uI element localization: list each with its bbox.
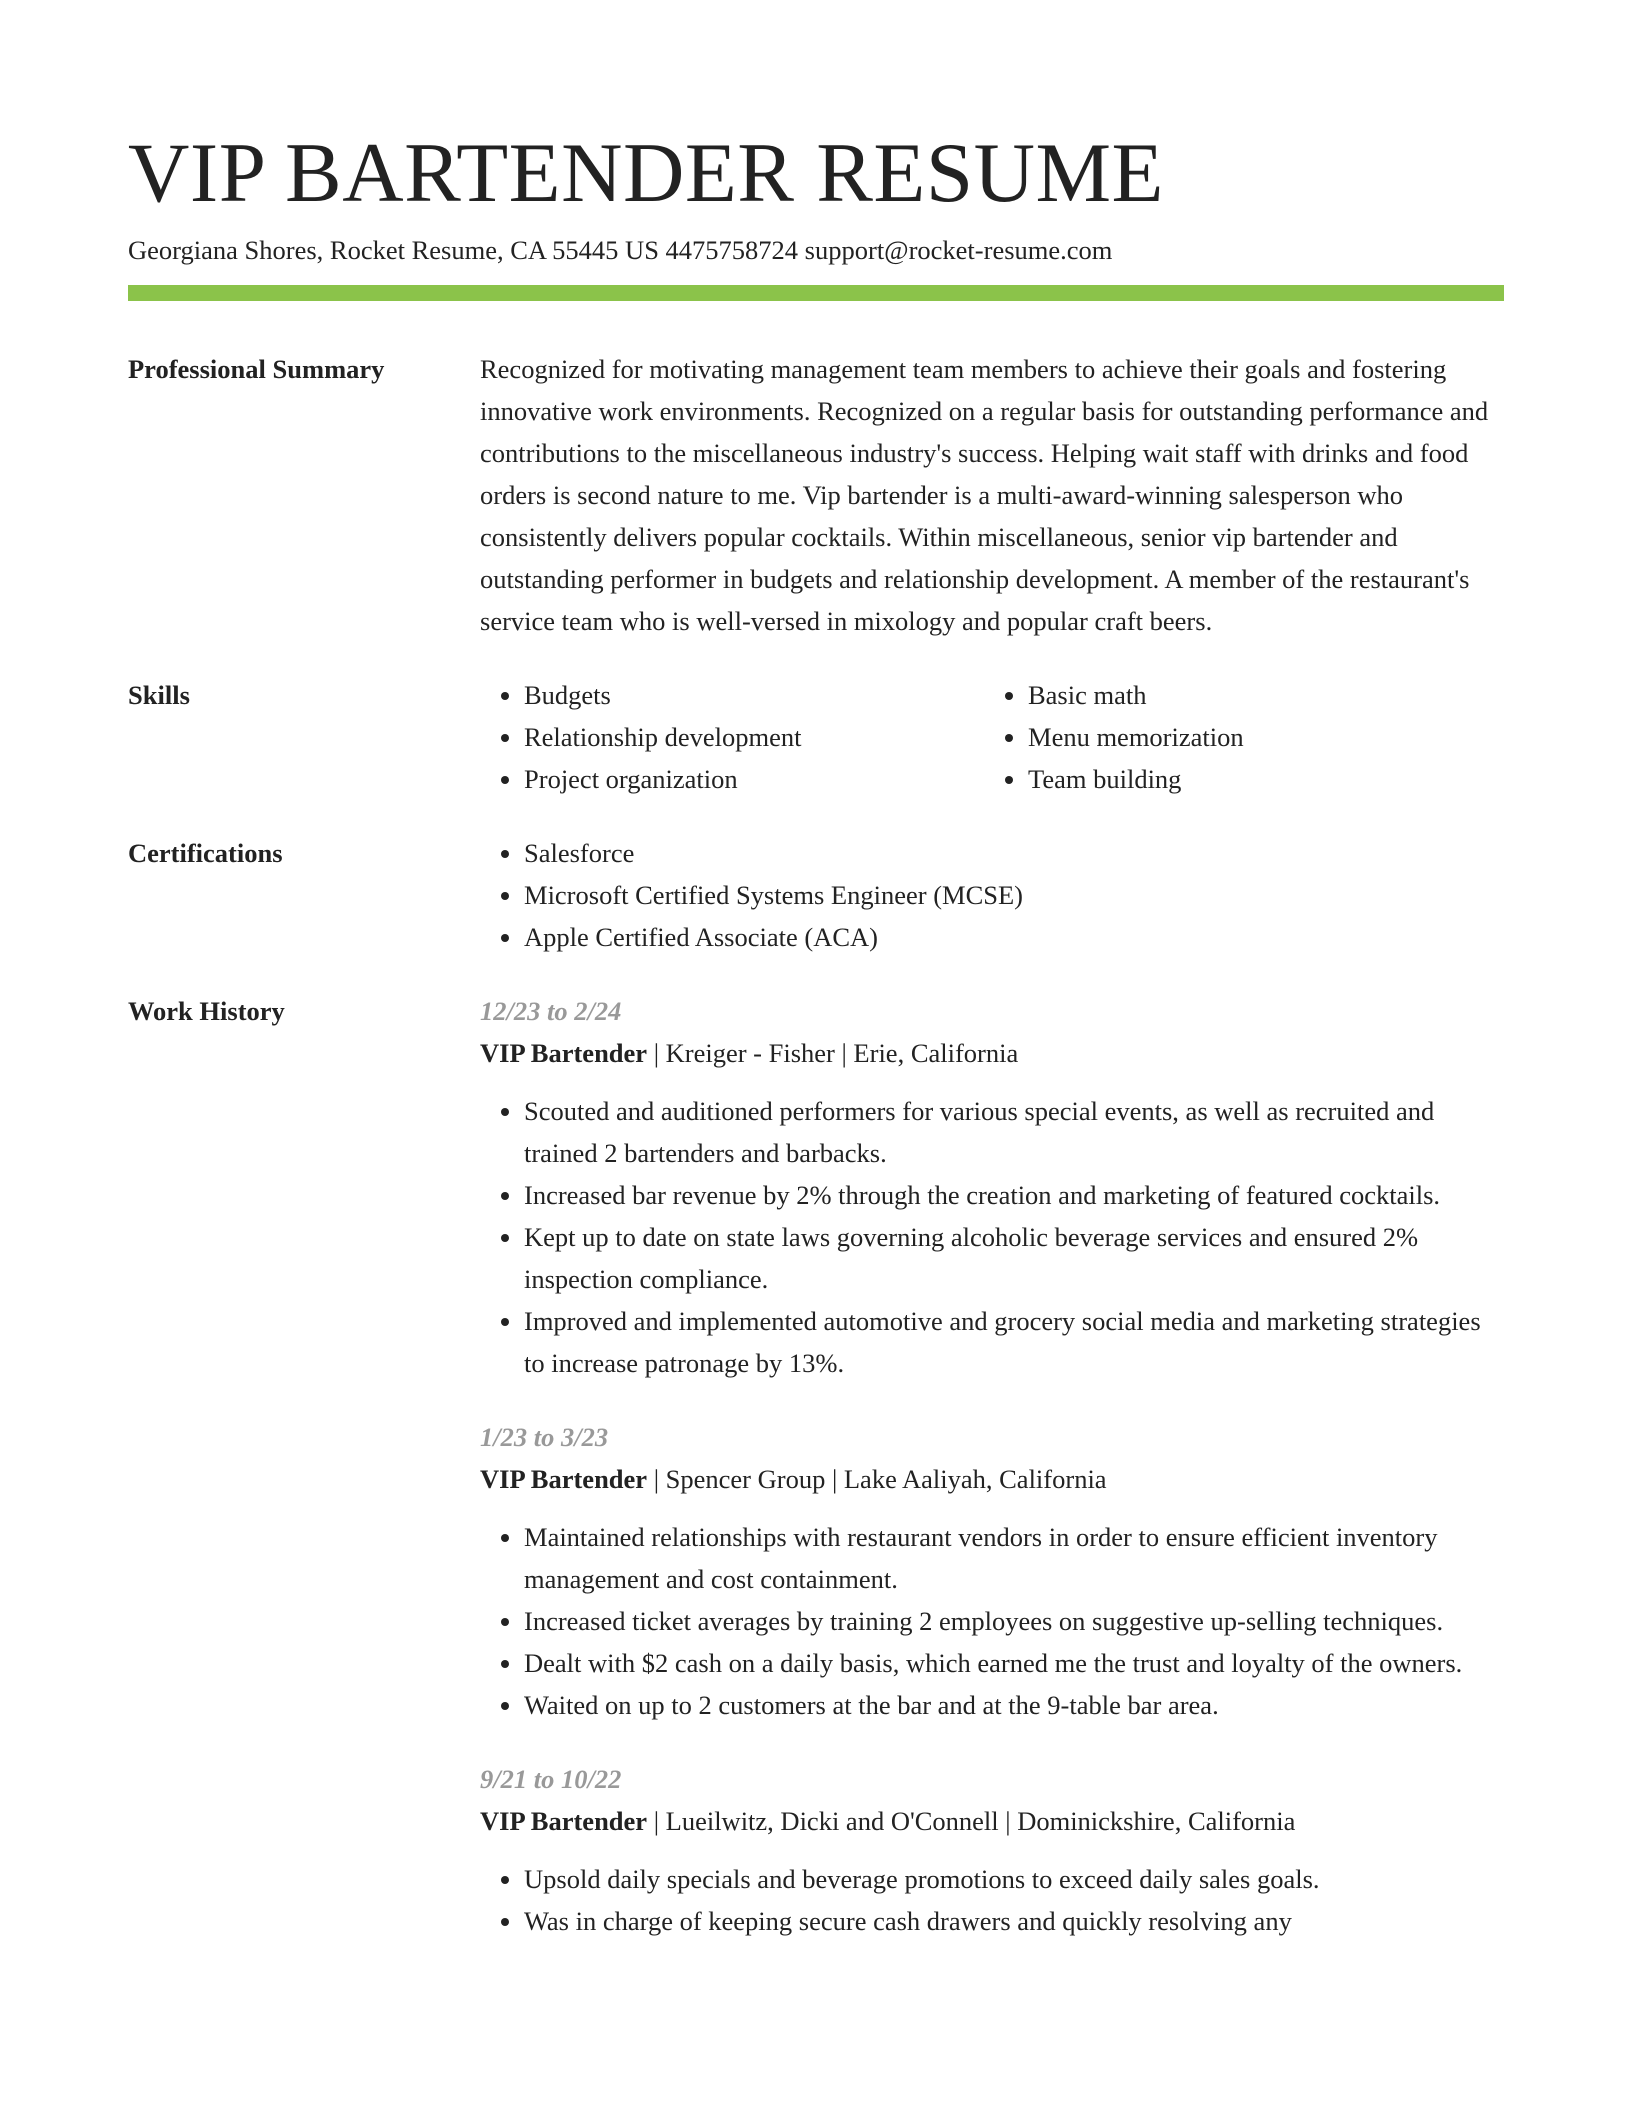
resume-content [128, 348, 1504, 1942]
certifications-section [128, 832, 1504, 958]
skill-item: • Basic math [1028, 674, 1488, 716]
job-dates: 12/23 to 2/24 [480, 996, 622, 1026]
job-employer-location: | Lueilwitz, Dicki and O'Connell | Dominickshire, California [647, 1806, 1296, 1836]
job-bullet: • Upsold daily specials and beverage promotions to exceed daily sales goals. [524, 1858, 1504, 1900]
job-entry [480, 1758, 1504, 1942]
job-title-line [480, 1800, 1504, 1842]
skill-item: • Budgets [524, 674, 984, 716]
skills-body [480, 674, 1504, 800]
job-title: VIP Bartender [480, 1038, 648, 1068]
job-bullets [480, 1858, 1504, 1942]
summary-section [128, 348, 1504, 642]
contact-line: Georgiana Shores, Rocket Resume, CA 55445 US 4475758724 support@rocket-resume.com [128, 235, 1113, 265]
job-bullet: • Improved and implemented automotive and grocery social media and marketing strategies to increase patronage by 13%. [524, 1300, 1504, 1384]
section-label-work-history: Work History [128, 996, 285, 1026]
header-divider [128, 285, 1504, 301]
job-dates: 9/21 to 10/22 [480, 1764, 622, 1794]
job-dates: 1/23 to 3/23 [480, 1422, 609, 1452]
skill-item: • Menu memorization [1028, 716, 1488, 758]
job-bullets [480, 1516, 1504, 1726]
skill-item: • Relationship development [524, 716, 984, 758]
skills-grid [480, 674, 1504, 800]
skills-section [128, 674, 1504, 800]
section-label-skills: Skills [128, 680, 190, 710]
certification-item: • Salesforce [524, 832, 1504, 874]
summary-text: Recognized for motivating management team members to achieve their goals and fostering innovative work environments. Recognized on a regular basis for outstanding performance and contributions to the miscellaneous industry's success. Helping wait staff with drinks and food orders is second nature to me. Vip bartender is a multi-award-winning salesperson who consistently delivers popular cocktails. Within miscellaneous, senior vip bartender and outstanding performer in budgets and relationship development. A member of the restaurant's service team who is well-versed in mixology and popular craft beers. [480, 354, 1489, 636]
job-bullet: • Increased ticket averages by training 2 employees on suggestive up-selling techniques. [524, 1600, 1504, 1642]
skill-item: • Project organization [524, 758, 984, 800]
certifications-list [480, 832, 1504, 958]
job-employer-location: | Kreiger - Fisher | Erie, California [647, 1038, 1019, 1068]
work-history-body [480, 990, 1504, 1942]
job-title: VIP Bartender [480, 1806, 648, 1836]
page-title: VIP BARTENDER RESUME [128, 126, 1164, 220]
job-bullet: • Dealt with $2 cash on a daily basis, which earned me the trust and loyalty of the owners. [524, 1642, 1504, 1684]
job-bullet: • Maintained relationships with restaurant vendors in order to ensure efficient inventory management and cost containment. [524, 1516, 1504, 1600]
job-title: VIP Bartender [480, 1464, 648, 1494]
job-employer-location: | Spencer Group | Lake Aaliyah, California [647, 1464, 1107, 1494]
job-bullet: • Scouted and auditioned performers for various special events, as well as recruited and trained 2 bartenders and barbacks. [524, 1090, 1504, 1174]
job-entry [480, 990, 1504, 1384]
skill-item: • Team building [1028, 758, 1488, 800]
skills-list-right [984, 674, 1488, 800]
certifications-body [480, 832, 1504, 958]
certification-item: • Apple Certified Associate (ACA) [524, 916, 1504, 958]
section-label-summary: Professional Summary [128, 354, 385, 384]
job-bullet: • Increased bar revenue by 2% through the creation and marketing of featured cocktails. [524, 1174, 1504, 1216]
job-bullet: • Was in charge of keeping secure cash drawers and quickly resolving any [524, 1900, 1504, 1942]
summary-body [480, 348, 1504, 642]
job-bullets [480, 1090, 1504, 1384]
skills-list-left [480, 674, 984, 800]
certification-item: • Microsoft Certified Systems Engineer (MCSE) [524, 874, 1504, 916]
job-bullet: • Kept up to date on state laws governing alcoholic beverage services and ensured 2% inspection compliance. [524, 1216, 1504, 1300]
job-title-line [480, 1458, 1504, 1500]
job-entry [480, 1416, 1504, 1726]
job-title-line [480, 1032, 1504, 1074]
work-history-section [128, 990, 1504, 1942]
job-bullet: • Waited on up to 2 customers at the bar and at the 9-table bar area. [524, 1684, 1504, 1726]
section-label-certifications: Certifications [128, 838, 283, 868]
